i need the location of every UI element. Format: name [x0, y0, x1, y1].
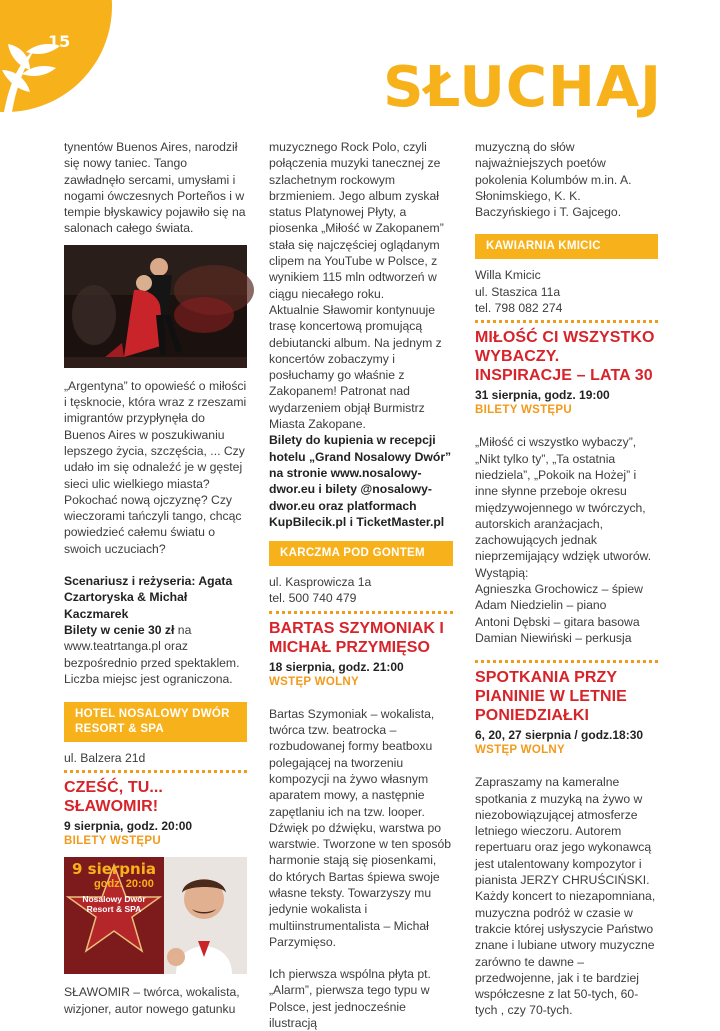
venue-bar-karczma: KARCZMA POD GONTEM: [269, 541, 453, 566]
article-paragraph: Zapraszamy na kameralne spotkania z muzyką na żywo w niezobowiązującej atmosferze letniego wieczoru. Autorem repertuaru oraz jego wykonawcą jest utalentowany kompozytor i pianista JERZY CHRUŚCIŃSKI. Każdy koncert to niezapomniana, muzyczna podróż w czasie w trakcie której usłyszycie Państwo znane i lubiane utwory muzyczne zarówno te dawne – przedwojenne, jak i te bardziej współczesne z lat 50-tych, 60-tych , czy 70-tych.: [475, 775, 656, 1018]
event-tickets: WSTĘP WOLNY: [475, 744, 565, 757]
price-rest: na www.teatrtanga.pl oraz bezpośrednio przed spektaklem.: [64, 622, 240, 670]
event-date: 9 sierpnia, godz. 20:00: [64, 819, 193, 834]
slawomir-promo-poster: [64, 857, 247, 974]
performers-label: Wystąpią:: [475, 565, 529, 580]
tango-photo: [64, 245, 247, 368]
venue-address: ul. Kasprowicza 1a: [269, 575, 372, 590]
page-number: 15: [48, 32, 71, 51]
column-1: [64, 139, 247, 1017]
article-paragraph: SŁAWOMIR – twórca, wokalista, wizjoner, autor nowego gatunku: [64, 985, 240, 1016]
article-paragraph: muzyczną do słów najważniejszych poetów pokolenia Kolumbów m.in. A. Słonimskiego, K. K. Baczyńskiego i T. Gajcego.: [475, 140, 632, 220]
venue-address: ul. Staszica 11a: [475, 284, 561, 299]
article-paragraph: tynentów Buenos Aires, narodził się nowy taniec. Tango zawładnęło sercami, umysłami i nogami ówczesnych Porteños i w tempie błyskawicy pojawiło się na salonach całego świata.: [64, 140, 246, 236]
price-info: [64, 622, 247, 671]
venue-address: ul. Balzera 21d: [64, 751, 146, 766]
article-paragraph: Aktualnie Sławomir kontynuuje trasę koncertową promującą debiutancki album. Na jednym z koncertów zobaczymy i posłuchamy go właśnie z Zakopanem! Patronat nad wydarzeniem objął Burmistrz Miasta Zakopane.: [269, 302, 442, 432]
article-paragraph: Bartas Szymoniak – wokalista, twórca tzw. beatrocka – rozbudowanej formy beatboxu polegającej na tworzeniu kompozycji na żywo własnym aparatem mowy, a następnie zapętlaniu ich na tzw. looper. Dźwięk po dźwięku, warstwa po warstwie. Tworzone w ten sposób harmonie stają się piosenkami, do których Bartas śpiewa swoje własne teksty. Towarzyszy mu jedynie wokalista i multiinstrumentalista – Michał Parzymięso.: [269, 706, 451, 949]
article-paragraph: Ich pierwsza wspólna płyta pt. „Alarm”, pierwsza tego typu w Polsce, jest jednocześnie ilustracją: [269, 967, 431, 1031]
venue-phone: tel. 500 740 479: [269, 591, 357, 606]
performer: Adam Niedzielin – piano: [475, 598, 607, 613]
event-date: 18 sierpnia, godz. 21:00: [269, 659, 404, 674]
event-date: 6, 20, 27 sierpnia / godz.18:30: [475, 728, 644, 743]
article-paragraph: „Miłość ci wszystko wybaczy”, „Nikt tylko ty”, „Ta ostatnia niedziela”, „Pokoik na Hożej” i inne słynne przeboje okresu międzywojennego w twórczych, autorskich aranżacjach, zachowujących jednak nieprzemijający wdzięk utworów.: [475, 435, 652, 564]
event-title: BARTAS SZYMONIAK I MICHAŁ PRZYMIĘSO: [269, 619, 444, 656]
article-paragraph: muzycznego Rock Polo, czyli połączenia muzyki tanecznej ze szlachetnym rockowym brzmieniem. Jego album zyskał status Platynowej Płyty, a piosenka „Miłość w Zakopanem” stała się najczęściej oglądanym clipem na YouTube w Polsce, z wynikiem 115 mln odtworzeń w ciągu niecałego roku.: [269, 140, 444, 301]
venue-phone: tel. 798 082 274: [475, 301, 563, 316]
venue-bar-hotel-nosalowy: HOTEL NOSALOWY DWÓR RESORT & SPA: [64, 702, 247, 742]
event-date: 31 sierpnia, godz. 19:00: [475, 388, 610, 403]
wheat-logo-icon: [0, 0, 114, 114]
venue-bar-kawiarnia: KAWIARNIA KMICIC: [475, 234, 658, 259]
tickets-purchase-info: Bilety do kupienia w recepcji hotelu „Grand Nosalowy Dwór” na stronie www.nosalowy-dwor.eu i bilety @nosalowy-dwor.eu oraz platformach KupBilecik.pl i TicketMaster.pl: [269, 433, 452, 529]
section-title: SŁUCHAJ: [383, 55, 662, 120]
seats-info: Liczba miejsc jest ograniczona.: [64, 671, 233, 686]
dotted-divider: [475, 660, 658, 663]
price-bold: Bilety w cenie 30 zł: [64, 622, 175, 637]
dotted-divider: [269, 611, 453, 614]
event-title: MIŁOŚĆ CI WSZYSTKO WYBACZY. INSPIRACJE – LATA 30: [475, 329, 655, 385]
event-tickets: BILETY WSTĘPU: [64, 835, 161, 848]
event-tickets: BILETY WSTĘPU: [475, 404, 572, 417]
performer: Damian Niewiński – perkusja: [475, 630, 632, 645]
credits: Scenariusz i reżyseria: Agata Czartoryska & Michał Kaczmarek: [64, 574, 233, 621]
article-paragraph: „Argentyna” to opowieść o miłości i tęsknocie, która wraz z rzeszami imigrantów przypłynęła do Buenos Aires w poszukiwaniu lepszego życia, szczęścia, ... Czy udało im się odnaleźć je w gęstej sieci ulic wielkiego miasta? Pokochać nową ojczyznę? Czy wieczorami tańczyli tango, chcąc powiedzieć całemu światu o swoich uczuciach?: [64, 378, 247, 556]
event-tickets: WSTĘP WOLNY: [269, 675, 359, 688]
promo-date: 9 sierpnia: [72, 860, 156, 879]
page-corner-badge: [0, 0, 114, 114]
performer: Agnieszka Grochowicz – śpiew: [475, 582, 643, 597]
promo-time: godz. 20:00: [94, 878, 154, 891]
column-2: [269, 139, 453, 1031]
column-3: [475, 139, 658, 1019]
dotted-divider: [64, 770, 247, 773]
dotted-divider: [475, 320, 658, 323]
event-title: CZEŚĆ, TU... SŁAWOMIR!: [64, 779, 163, 816]
promo-venue: Nosalowy Dwór Resort & SPA: [82, 894, 146, 915]
performer: Antoni Dębski – gitara basowa: [475, 614, 640, 629]
event-title: SPOTKANIA PRZY PIANINIE W LETNIE PONIEDZIAŁKI: [475, 669, 627, 725]
venue-name: Willa Kmicic: [475, 268, 541, 283]
